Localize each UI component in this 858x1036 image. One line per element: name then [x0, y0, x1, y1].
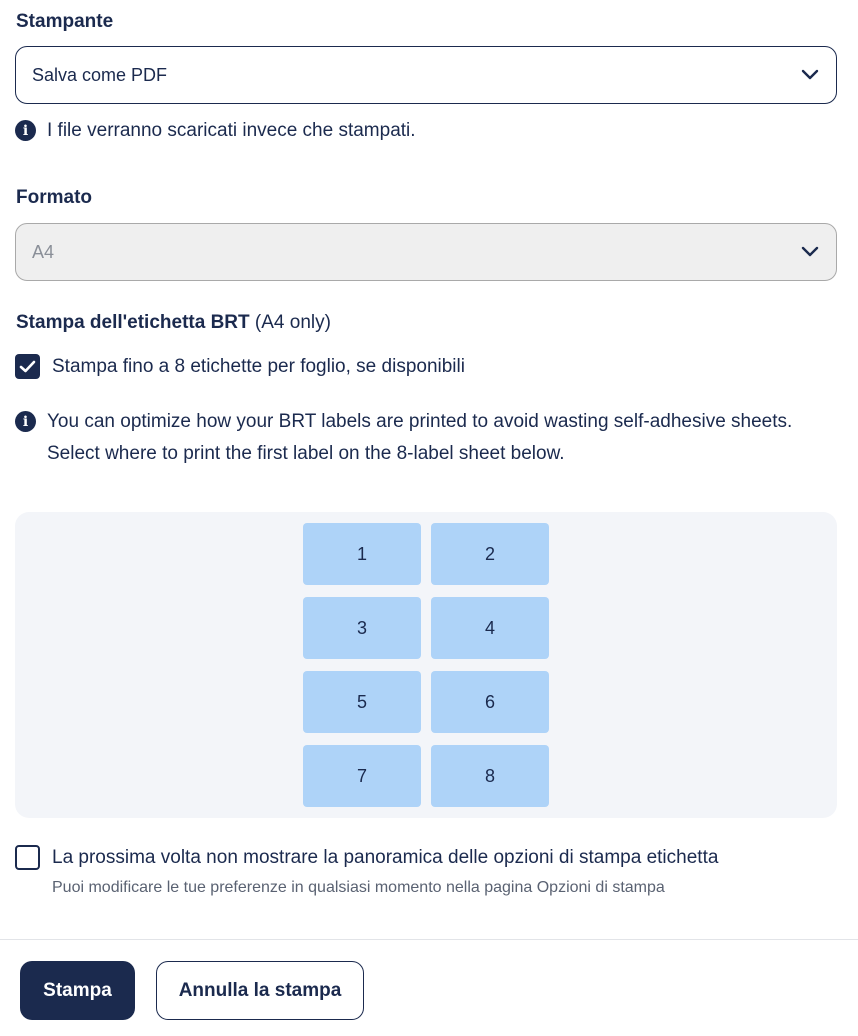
- label-slot-5[interactable]: 5: [303, 671, 421, 733]
- brt-info-line2: Select where to print the first label on the 8-label sheet below.: [47, 443, 565, 464]
- format-label: Formato: [16, 187, 92, 208]
- label-slot-1[interactable]: 1: [303, 523, 421, 585]
- printer-info-text: I file verranno scaricati invece che stampati.: [47, 120, 416, 141]
- brt-info-text: [47, 406, 792, 470]
- chevron-down-icon: [800, 242, 820, 262]
- format-select: [15, 223, 837, 281]
- hide-overview-option[interactable]: [15, 845, 718, 870]
- brt-info-line1: You can optimize how your BRT labels are printed to avoid wasting self-adhesive sheets.: [47, 411, 793, 432]
- info-icon: i: [15, 120, 36, 141]
- brt-multi-label-text: Stampa fino a 8 etichette per foglio, se disponibili: [52, 355, 465, 377]
- format-select-value: A4: [32, 241, 55, 262]
- print-button[interactable]: Stampa: [20, 961, 135, 1020]
- chevron-down-icon: [800, 65, 820, 85]
- printer-select-value: Salva come PDF: [32, 64, 168, 85]
- brt-multi-label-checkbox[interactable]: [15, 354, 40, 379]
- printer-select[interactable]: [15, 46, 837, 104]
- label-slot-8[interactable]: 8: [431, 745, 549, 807]
- label-slot-4[interactable]: 4: [431, 597, 549, 659]
- preference-hint: Puoi modificare le tue preferenze in qualsiasi momento nella pagina Opzioni di stampa: [52, 879, 665, 896]
- printer-info: [15, 115, 416, 147]
- label-slot-6[interactable]: 6: [431, 671, 549, 733]
- hide-overview-checkbox[interactable]: [15, 845, 40, 870]
- brt-title-bold: Stampa dell'etichetta BRT: [16, 312, 250, 333]
- footer-divider: [0, 939, 858, 940]
- cancel-print-button[interactable]: Annulla la stampa: [156, 961, 364, 1020]
- brt-section-title: [16, 312, 331, 334]
- label-slot-2[interactable]: 2: [431, 523, 549, 585]
- printer-label: Stampante: [16, 11, 114, 32]
- brt-multi-label-option[interactable]: [15, 354, 465, 379]
- info-icon: i: [15, 411, 36, 432]
- label-slot-3[interactable]: 3: [303, 597, 421, 659]
- label-sheet-panel: [15, 512, 837, 818]
- brt-title-suffix: (A4 only): [249, 312, 331, 333]
- brt-info: [15, 406, 792, 470]
- label-slot-7[interactable]: 7: [303, 745, 421, 807]
- hide-overview-text: La prossima volta non mostrare la panoramica delle opzioni di stampa etichetta: [52, 846, 719, 868]
